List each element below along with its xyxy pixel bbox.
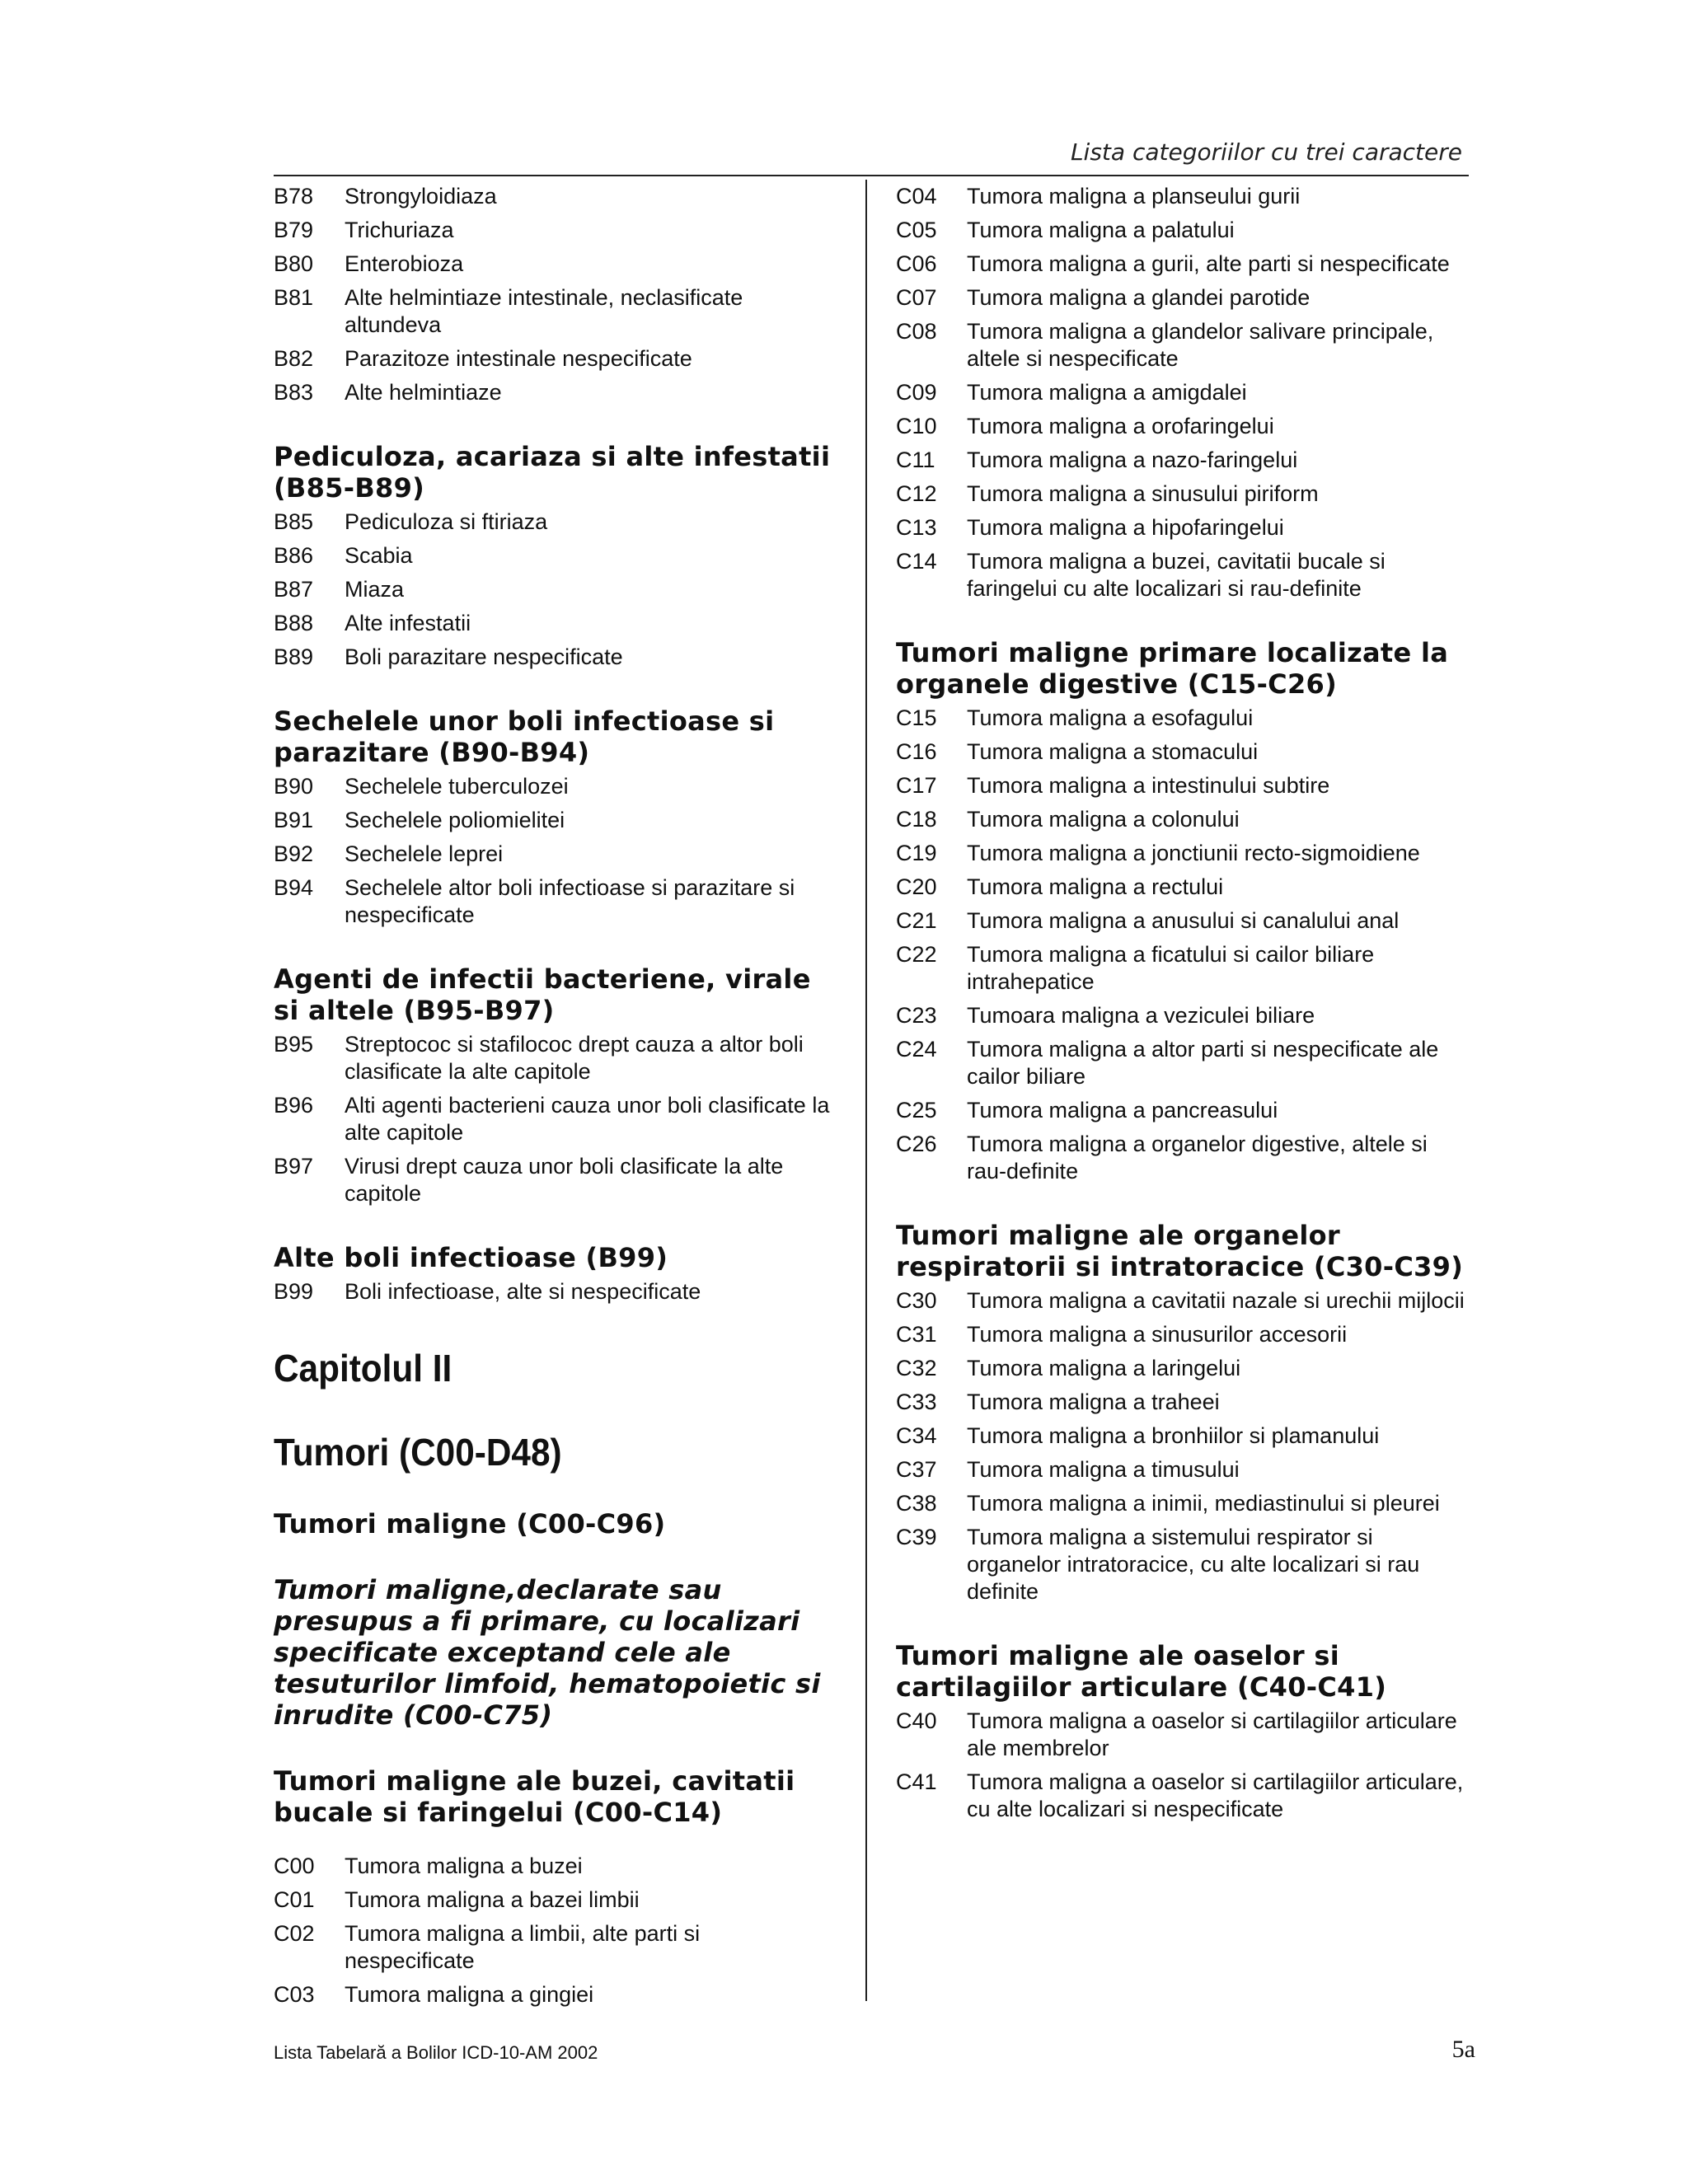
entry-description: Tumora maligna a nazo-faringelui (967, 448, 1298, 472)
entry-code: B88 (274, 611, 314, 635)
entry-description: Tumora maligna a colonului (967, 807, 1240, 832)
entry-code: C34 (896, 1423, 937, 1448)
list-item (896, 1321, 1473, 1348)
entry-code: C30 (896, 1288, 937, 1313)
entry-description: Tumora maligna a stomacului (967, 739, 1259, 764)
list-item (896, 840, 1473, 867)
entry-code: C00 (274, 1854, 315, 1878)
entry-code: C40 (896, 1708, 937, 1733)
list-item (896, 413, 1473, 440)
list-item (274, 217, 834, 244)
entry-code: C06 (896, 251, 937, 276)
section-heading: Tumori maligne primare localizate la organele digestive (C15-C26) (896, 637, 1449, 700)
list-item (274, 874, 834, 929)
entry-code: B79 (274, 218, 314, 242)
list-item (274, 284, 834, 339)
entry-description: Tumora maligna a orofaringelui (967, 414, 1274, 438)
list-item (274, 251, 834, 278)
list-item (274, 1031, 834, 1085)
entry-code: C19 (896, 841, 937, 865)
entry-code: B85 (274, 509, 314, 534)
entry-code: C17 (896, 773, 937, 798)
entry-description: Tumora maligna a intestinului subtire (967, 773, 1330, 798)
list-item (896, 1036, 1473, 1090)
list-item (896, 772, 1473, 799)
entry-description: Tumora maligna a glandei parotide (967, 285, 1311, 310)
list-item (274, 644, 834, 671)
entry-code: C07 (896, 285, 937, 310)
entry-description: Tumora maligna a oaselor si cartilagiilor articulare, cu alte localizari si nespecificate (967, 1769, 1464, 1821)
entry-code: C41 (896, 1769, 937, 1794)
section-heading: Alte boli infectioase (B99) (274, 1242, 668, 1273)
list-item (896, 1490, 1473, 1517)
entry-description: Tumora maligna a gurii, alte parti si nespecificate (967, 251, 1450, 276)
entry-code: C23 (896, 1003, 937, 1028)
entry-description: Scabia (345, 543, 413, 568)
entry-code: C33 (896, 1390, 937, 1414)
section-heading: Tumori maligne (C00-C96) (274, 1508, 666, 1540)
list-item (274, 1981, 834, 2008)
entry-description: Tumora maligna a glandelor salivare principale, altele si nespecificate (967, 319, 1434, 371)
list-item (896, 1422, 1473, 1450)
entry-code: C05 (896, 218, 937, 242)
section-heading: Pediculoza, acariaza si alte infestatii (B85-B89) (274, 441, 831, 504)
list-item (896, 1456, 1473, 1483)
entry-description: Enterobioza (345, 251, 464, 276)
entry-code: C32 (896, 1356, 937, 1380)
entry-description: Trichuriaza (345, 218, 454, 242)
section-heading: Sechelele unor boli infectioase si parazitare (B90-B94) (274, 705, 775, 768)
list-item (896, 1097, 1473, 1124)
entry-code: B78 (274, 184, 314, 209)
entry-description: Tumora maligna a rectului (967, 874, 1224, 899)
list-item (274, 841, 834, 868)
entry-description: Tumora maligna a limbii, alte parti si nespecificate (345, 1921, 701, 1973)
list-item (274, 807, 834, 834)
entry-code: C16 (896, 739, 937, 764)
entry-description: Tumora maligna a jonctiunii recto-sigmoidiene (967, 841, 1420, 865)
entry-code: C31 (896, 1322, 937, 1347)
entry-code: C37 (896, 1457, 937, 1482)
entry-description: Tumora maligna a inimii, mediastinului si pleurei (967, 1491, 1440, 1516)
list-item (896, 806, 1473, 833)
entry-description: Tumora maligna a hipofaringelui (967, 515, 1284, 540)
list-item (896, 907, 1473, 935)
list-item (896, 548, 1473, 602)
section-heading: Agenti de infectii bacteriene, virale si altele (B95-B97) (274, 963, 811, 1026)
list-item (896, 1131, 1473, 1185)
entry-code: C09 (896, 380, 937, 405)
list-item (274, 1886, 834, 1914)
entry-description: Tumora maligna a buzei (345, 1854, 583, 1878)
entry-description: Parazitoze intestinale nespecificate (345, 346, 692, 371)
entry-code: B94 (274, 875, 314, 900)
entry-code: C38 (896, 1491, 937, 1516)
entry-description: Tumora maligna a traheei (967, 1390, 1220, 1414)
entry-code: C01 (274, 1887, 315, 1912)
page-number: 5a (1451, 2036, 1475, 2063)
list-item (896, 705, 1473, 732)
entry-description: Tumora maligna a laringelui (967, 1356, 1241, 1380)
section-heading: Tumori maligne ale oaselor si cartilagiilor articulare (C40-C41) (896, 1640, 1387, 1703)
list-item (274, 183, 834, 210)
entry-description: Strongyloidiaza (345, 184, 497, 209)
list-item (896, 318, 1473, 373)
entry-code: C03 (274, 1982, 315, 2007)
entry-code: B90 (274, 774, 314, 799)
entry-code: B87 (274, 577, 314, 602)
list-item (274, 576, 834, 603)
list-item (274, 1853, 834, 1880)
chapter-title: Capitolul II (274, 1347, 452, 1390)
list-item (896, 480, 1473, 508)
entry-code: C22 (896, 942, 937, 967)
entry-code: C11 (896, 448, 935, 472)
list-item (896, 1769, 1473, 1823)
list-item (274, 773, 834, 800)
list-item (274, 345, 834, 373)
list-item (896, 941, 1473, 996)
chapter-title: Tumori (C00-D48) (274, 1431, 562, 1474)
right-column (896, 183, 1473, 1830)
entry-description: Streptococ si stafilococ drept cauza a altor boli clasificate la alte capitole (345, 1032, 804, 1084)
left-column (274, 183, 834, 2015)
column-divider (865, 180, 867, 2001)
entry-code: C21 (896, 908, 937, 933)
entry-description: Tumora maligna a sinusurilor accesorii (967, 1322, 1348, 1347)
entry-description: Tumora maligna a bazei limbii (345, 1887, 640, 1912)
entry-description: Miaza (345, 577, 405, 602)
list-item (896, 1287, 1473, 1315)
list-item (274, 509, 834, 536)
entry-description: Alte helmintiaze intestinale, neclasificate altundeva (345, 285, 743, 337)
entry-code: B99 (274, 1279, 314, 1304)
entry-description: Alti agenti bacterieni cauza unor boli clasificate la alte capitole (345, 1093, 830, 1145)
entry-description: Tumora maligna a palatului (967, 218, 1235, 242)
entry-code: B92 (274, 841, 314, 866)
entry-description: Boli parazitare nespecificate (345, 644, 623, 669)
entry-code: B95 (274, 1032, 314, 1057)
list-item (896, 1708, 1473, 1762)
entry-code: C13 (896, 515, 937, 540)
entry-code: B81 (274, 285, 314, 310)
list-item (896, 874, 1473, 901)
entry-code: C20 (896, 874, 937, 899)
entry-code: C26 (896, 1132, 937, 1156)
entry-code: C14 (896, 549, 937, 574)
list-item (274, 1278, 834, 1305)
entry-description: Tumora maligna a oaselor si cartilagiilor articulare ale membrelor (967, 1708, 1457, 1760)
list-item (274, 610, 834, 637)
entry-description: Tumora maligna a ficatului si cailor biliare intrahepatice (967, 942, 1375, 994)
entry-description: Tumora maligna a timusului (967, 1457, 1240, 1482)
entry-description: Tumora maligna a anusului si canalului anal (967, 908, 1400, 933)
entry-code: B89 (274, 644, 314, 669)
entry-code: B86 (274, 543, 314, 568)
entry-description: Alte infestatii (345, 611, 471, 635)
entry-description: Alte helmintiaze (345, 380, 502, 405)
entry-description: Tumora maligna a sistemului respirator si organelor intratoracice, cu alte localizari si rau definite (967, 1525, 1420, 1604)
entry-code: C10 (896, 414, 937, 438)
entry-description: Tumora maligna a planseului gurii (967, 184, 1301, 209)
entry-description: Tumora maligna a cavitatii nazale si urechii mijlocii (967, 1288, 1465, 1313)
list-item (274, 1153, 834, 1207)
entry-description: Tumora maligna a pancreasului (967, 1098, 1278, 1122)
entry-description: Tumora maligna a gingiei (345, 1982, 594, 2007)
entry-description: Virusi drept cauza unor boli clasificate la alte capitole (345, 1154, 784, 1206)
entry-code: C39 (896, 1525, 937, 1549)
list-item (274, 379, 834, 406)
list-item (896, 217, 1473, 244)
entry-description: Sechelele leprei (345, 841, 504, 866)
entry-description: Tumoara maligna a veziculei biliare (967, 1003, 1315, 1028)
section-heading: Tumori maligne ale organelor respiratorii si intratoracice (C30-C39) (896, 1220, 1464, 1282)
entry-description: Tumora maligna a esofagului (967, 705, 1254, 730)
list-item (896, 1002, 1473, 1029)
entry-description: Tumora maligna a buzei, cavitatii bucale si faringelui cu alte localizari si rau-definite (967, 549, 1386, 601)
entry-description: Sechelele tuberculozei (345, 774, 569, 799)
list-item (274, 1920, 834, 1975)
list-item (896, 447, 1473, 474)
list-item (896, 379, 1473, 406)
list-item (896, 1389, 1473, 1416)
entry-description: Tumora maligna a amigdalei (967, 380, 1247, 405)
entry-code: B80 (274, 251, 314, 276)
list-item (896, 738, 1473, 766)
entry-code: C04 (896, 184, 937, 209)
entry-code: C18 (896, 807, 937, 832)
entry-description: Tumora maligna a sinusului piriform (967, 481, 1319, 506)
entry-code: B96 (274, 1093, 314, 1118)
list-item (896, 251, 1473, 278)
entry-code: B91 (274, 808, 314, 832)
section-heading: Tumori maligne ale buzei, cavitatii bucale si faringelui (C00-C14) (274, 1765, 795, 1828)
entry-description: Tumora maligna a organelor digestive, altele si rau-definite (967, 1132, 1428, 1183)
list-item (896, 284, 1473, 312)
entry-description: Boli infectioase, alte si nespecificate (345, 1279, 701, 1304)
entry-code: C15 (896, 705, 937, 730)
list-item (896, 1524, 1473, 1605)
footer-source: Lista Tabelară a Bolilor ICD-10-AM 2002 (274, 2042, 598, 2063)
entry-code: C08 (896, 319, 937, 344)
list-item (896, 183, 1473, 210)
entry-description: Sechelele altor boli infectioase si parazitare si nespecificate (345, 875, 795, 927)
entry-code: C25 (896, 1098, 937, 1122)
entry-code: C02 (274, 1921, 315, 1946)
entry-description: Tumora maligna a altor parti si nespecificate ale cailor biliare (967, 1037, 1439, 1089)
section-heading: Tumori maligne,declarate sau presupus a fi primare, cu localizari specificate exceptand cele ale tesuturilor limfoid, hematopoietic si inrudite (C00-C75) (274, 1574, 821, 1731)
list-item (274, 1092, 834, 1146)
entry-description: Tumora maligna a bronhiilor si plamanului (967, 1423, 1380, 1448)
entry-code: C24 (896, 1037, 937, 1062)
running-title: Lista categoriilor cu trei caractere (1070, 138, 1462, 166)
entry-code: B83 (274, 380, 314, 405)
list-item (896, 514, 1473, 541)
entry-code: C12 (896, 481, 937, 506)
entry-code: B97 (274, 1154, 314, 1179)
entry-description: Sechelele poliomielitei (345, 808, 565, 832)
entry-code: B82 (274, 346, 314, 371)
list-item (896, 1355, 1473, 1382)
list-item (274, 542, 834, 569)
entry-description: Pediculoza si ftiriaza (345, 509, 548, 534)
running-header (274, 135, 1469, 176)
